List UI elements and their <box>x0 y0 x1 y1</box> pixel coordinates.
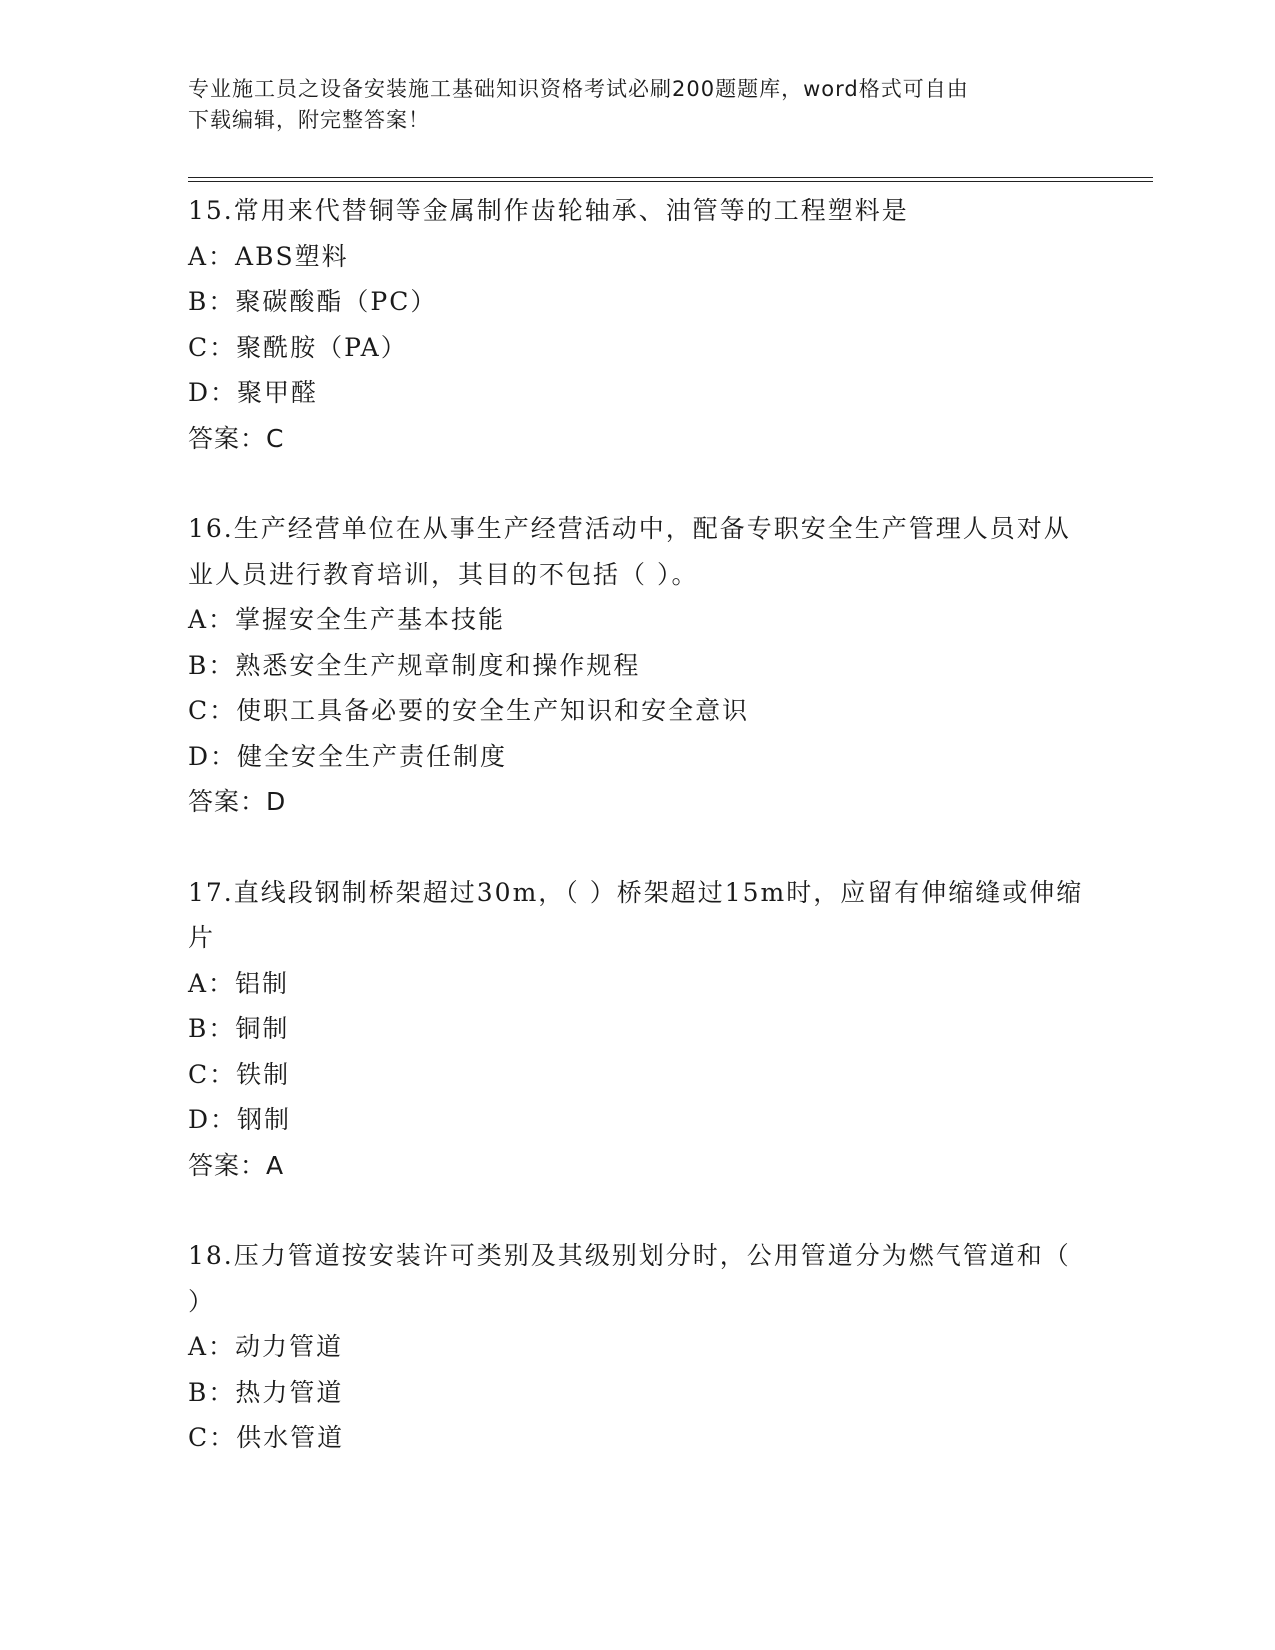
option-d: D：健全安全生产责任制度 <box>188 741 508 771</box>
option-b: B：铜制 <box>188 1014 290 1043</box>
option-d: D：聚甲醛 <box>188 378 319 407</box>
option-a: A：铝制 <box>188 968 290 998</box>
document-header <box>188 74 1068 136</box>
option-a: A：掌握安全生产基本技能 <box>188 605 506 634</box>
header-line-2: 下载编辑，附完整答案！ <box>188 108 430 132</box>
option-a: A：ABS塑料 <box>188 241 349 271</box>
question-list <box>188 188 1088 1506</box>
answer: 答案：C <box>188 423 285 453</box>
question-stem: 16.生产经营单位在从事生产经营活动中，配备专职安全生产管理人员对从业人员进行教育培训，其目的不包括（ ）。 <box>188 514 1071 589</box>
header-divider <box>188 177 1153 182</box>
question-16 <box>188 506 1088 825</box>
option-b: B：熟悉安全生产规章制度和操作规程 <box>188 650 641 680</box>
option-b: B：热力管道 <box>188 1377 344 1407</box>
question-15 <box>188 188 1088 461</box>
option-c: C：聚酰胺（PA） <box>188 332 408 362</box>
option-b: B：聚碳酸酯（PC） <box>188 287 438 316</box>
question-stem: 18.压力管道按安装许可类别及其级别划分时，公用管道分为燃气管道和（ ） <box>188 1241 1071 1316</box>
option-c: C：供水管道 <box>188 1423 345 1452</box>
option-d: D：钢制 <box>188 1105 292 1134</box>
option-c: C：铁制 <box>188 1059 291 1089</box>
question-stem: 17.直线段钢制桥架超过30m，（ ）桥架超过15m时，应留有伸缩缝或伸缩片 <box>188 877 1084 952</box>
question-17 <box>188 870 1088 1189</box>
header-line-1: 专业施工员之设备安装施工基础知识资格考试必刷200题题库，word格式可自由 <box>188 77 969 101</box>
question-18 <box>188 1233 1088 1461</box>
answer: 答案：D <box>188 787 287 816</box>
option-a: A：动力管道 <box>188 1332 344 1361</box>
answer: 答案：A <box>188 1150 285 1180</box>
question-stem: 15.常用来代替铜等金属制作齿轮轴承、油管等的工程塑料是 <box>188 196 909 225</box>
option-c: C：使职工具备必要的安全生产知识和安全意识 <box>188 696 750 725</box>
